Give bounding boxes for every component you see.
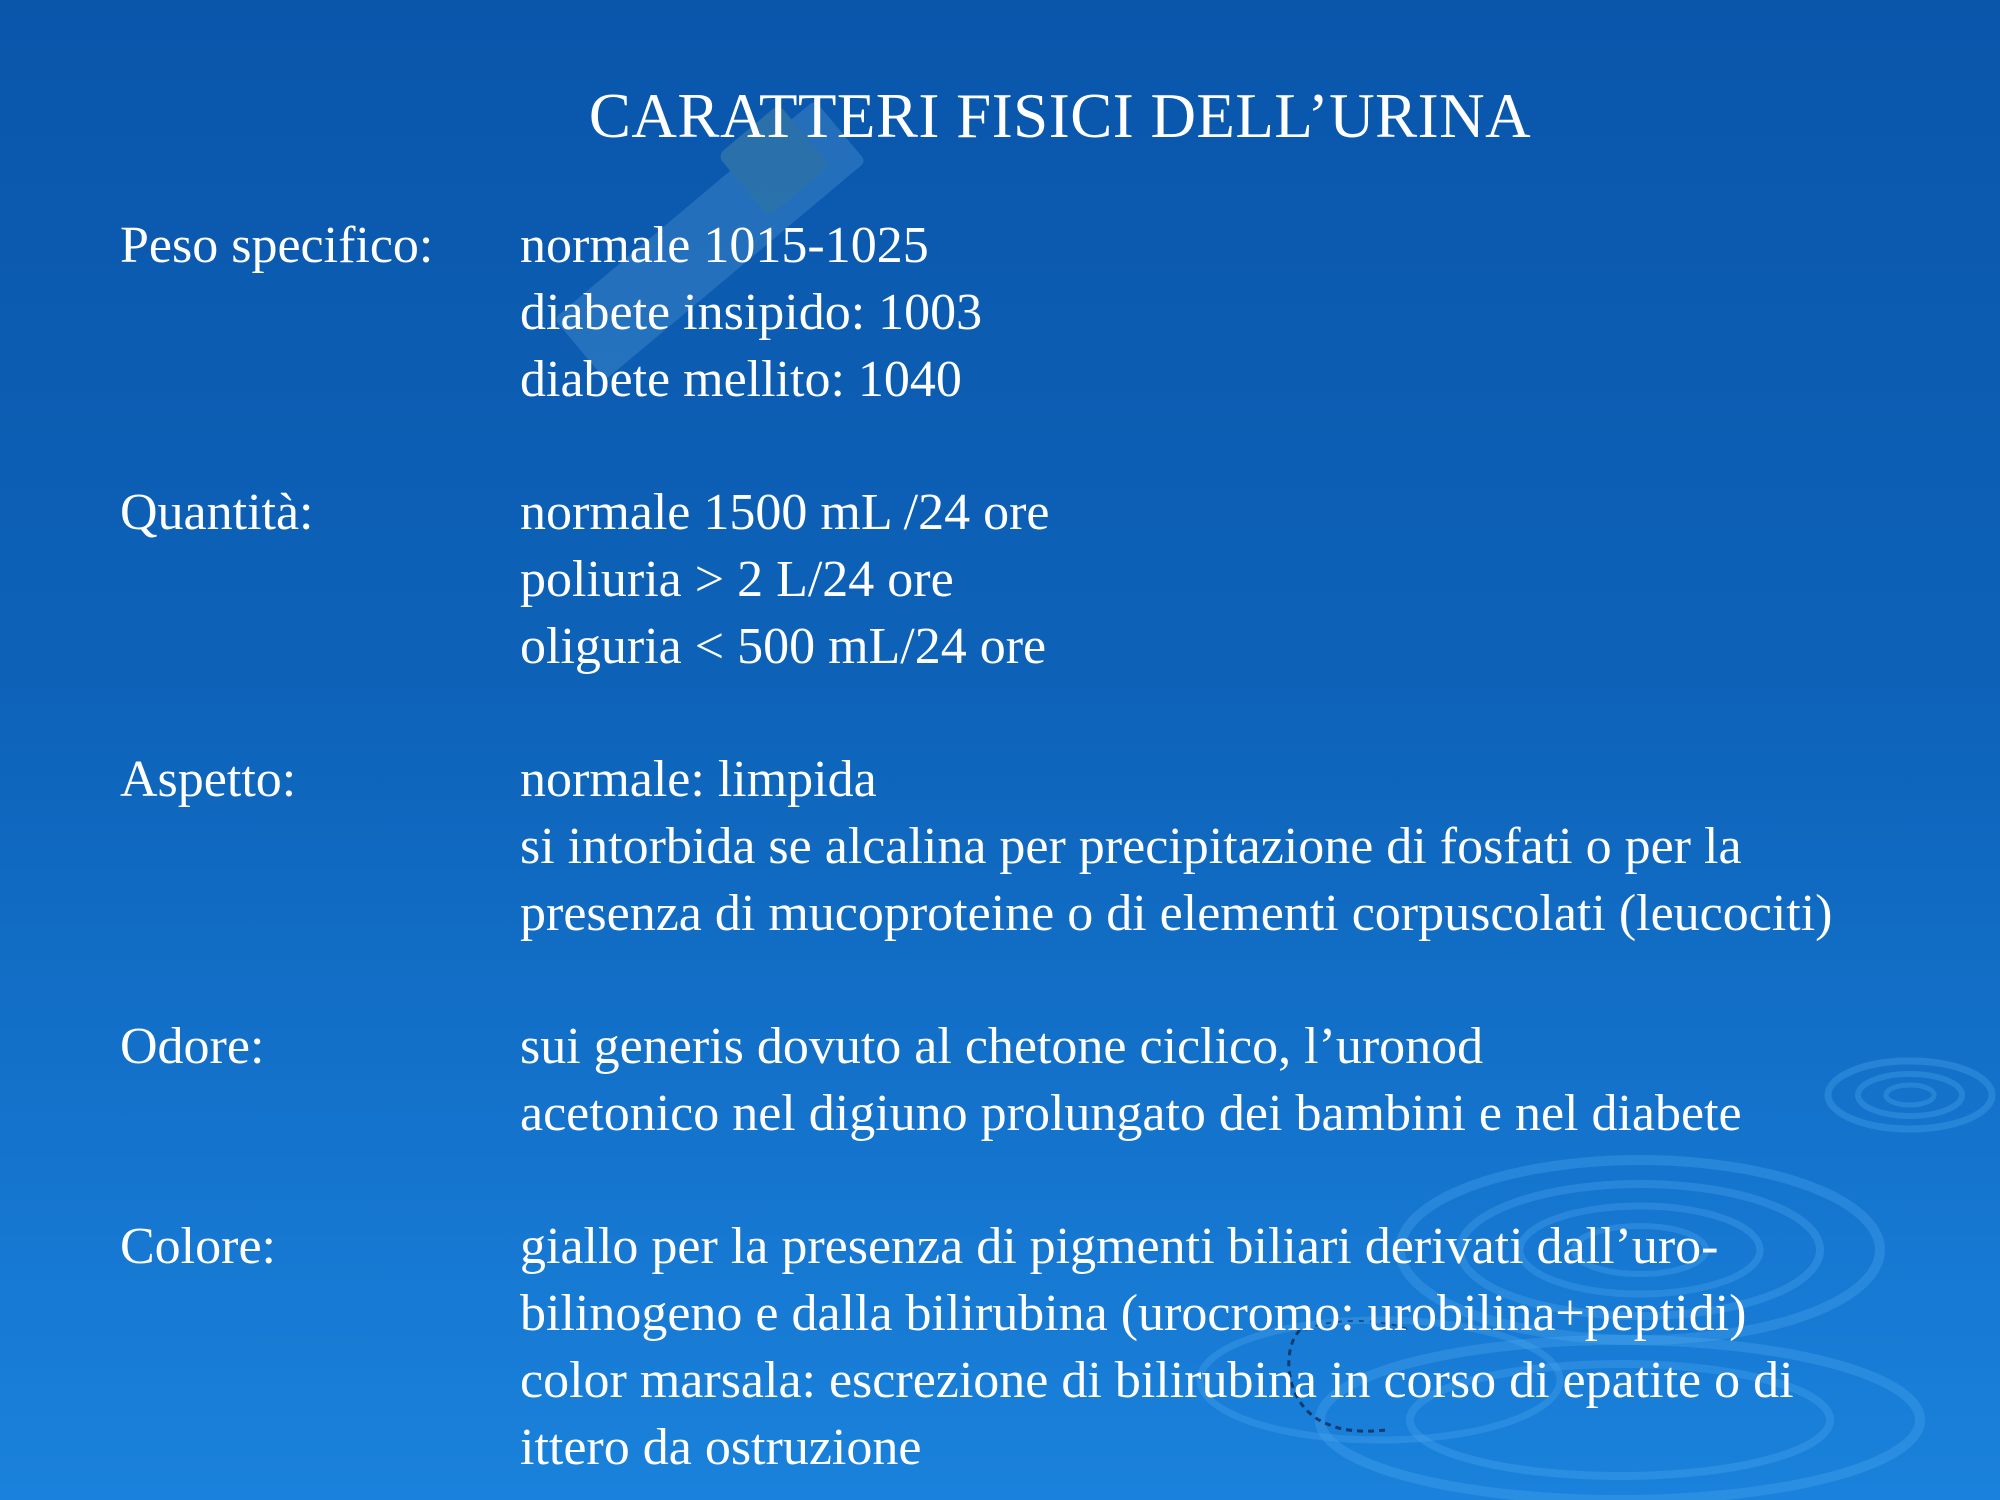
section-line: acetonico nel digiuno prolungato dei bambini e nel diabete xyxy=(520,1085,1742,1142)
section-label: Aspetto: xyxy=(120,751,297,808)
section-colore xyxy=(120,1213,1980,1481)
section-lines xyxy=(520,746,1980,947)
section-lines xyxy=(520,1213,1980,1481)
section-aspetto xyxy=(120,746,1980,947)
section-line: normale 1015-1025 xyxy=(520,217,929,274)
section-lines xyxy=(520,212,1980,413)
section-line: si intorbida se alcalina per precipitazione di fosfati o per la xyxy=(520,818,1742,875)
section-label: Quantità: xyxy=(120,484,314,541)
section-line: giallo per la presenza di pigmenti biliari derivati dall’uro- xyxy=(520,1218,1719,1275)
section-line: color marsala: escrezione di bilirubina in corso di epatite o di xyxy=(520,1352,1794,1409)
section-line: ittero da ostruzione xyxy=(520,1419,922,1476)
section-lines xyxy=(520,479,1980,680)
section-peso-specifico xyxy=(120,212,1980,413)
section-line: normale 1500 mL /24 ore xyxy=(520,484,1050,541)
section-label: Odore: xyxy=(120,1018,265,1075)
section-line: normale: limpida xyxy=(520,751,877,808)
slide-title: CARATTERI FISICI DELL’URINA xyxy=(588,81,1532,151)
section-line: poliuria > 2 L/24 ore xyxy=(520,551,954,608)
section-line: diabete mellito: 1040 xyxy=(520,351,962,408)
section-quantita xyxy=(120,479,1980,680)
section-line: oliguria < 500 mL/24 ore xyxy=(520,618,1047,675)
section-line: bilinogeno e dalla bilirubina (urocromo: urobilina+peptidi) xyxy=(520,1285,1747,1342)
section-label: Colore: xyxy=(120,1218,276,1275)
section-odore xyxy=(120,1013,1980,1147)
section-line: sui generis dovuto al chetone ciclico, l’uronod xyxy=(520,1018,1484,1075)
section-lines xyxy=(520,1013,1980,1147)
content-sections xyxy=(120,212,1980,1500)
section-label: Peso specifico: xyxy=(120,217,434,274)
section-line: diabete insipido: 1003 xyxy=(520,284,983,341)
section-line: presenza di mucoproteine o di elementi corpuscolati (leucociti) xyxy=(520,885,1833,942)
